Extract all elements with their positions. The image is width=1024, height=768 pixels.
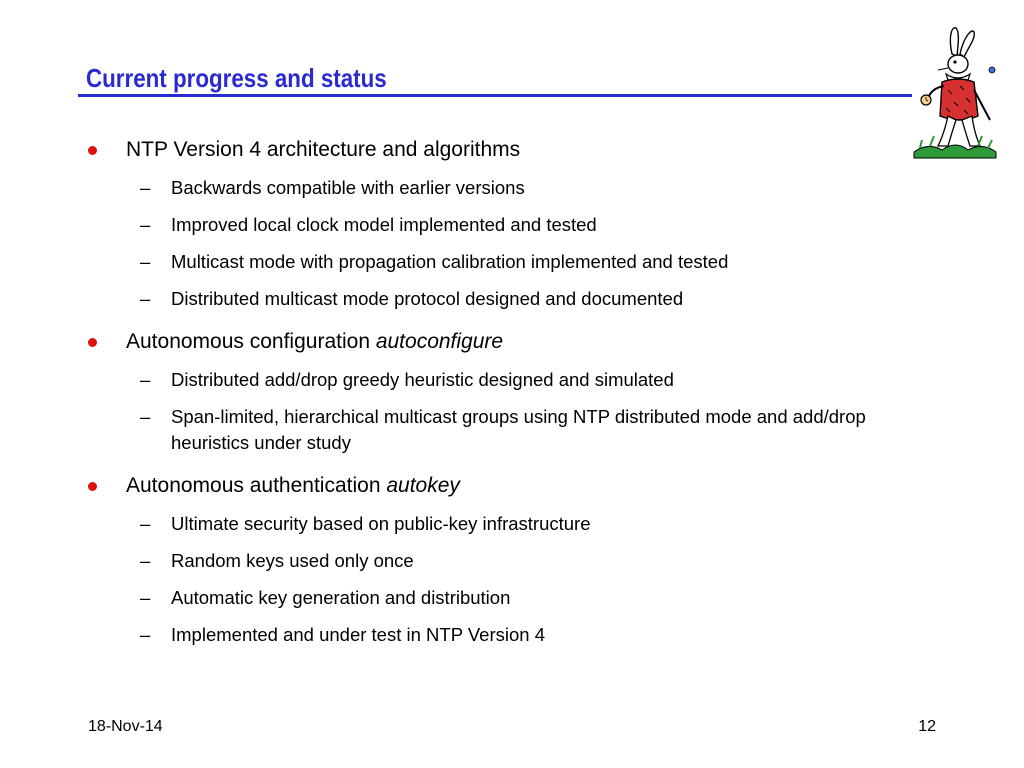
bullet-dot xyxy=(88,482,97,491)
footer-page-number: 12 xyxy=(918,718,936,735)
subitem: – Automatic key generation and distribution xyxy=(140,587,511,608)
subitem: – Distributed multicast mode protocol designed and documented xyxy=(140,288,684,309)
bullet-text: Autonomous configuration xyxy=(126,330,376,353)
bullet-autonomous-authentication xyxy=(88,472,948,500)
subitem: – Distributed add/drop greedy heuristic designed and simulated xyxy=(140,369,674,390)
bullet-dot xyxy=(88,338,97,347)
title-underline xyxy=(78,94,912,97)
subitem-list xyxy=(88,367,948,456)
slide-content xyxy=(88,136,948,648)
subitem: – Improved local clock model implemented and tested xyxy=(140,214,597,235)
bullet-ntp-version-4 xyxy=(88,136,948,164)
subitem: – Backwards compatible with earlier versions xyxy=(140,177,525,198)
subitem: – Implemented and under test in NTP Version 4 xyxy=(140,624,545,645)
bullet-autonomous-configuration xyxy=(88,328,948,356)
subitem-list xyxy=(88,175,948,312)
bullet-text: NTP Version 4 architecture and algorithms xyxy=(126,138,521,161)
bullet-emphasis: autoconfigure xyxy=(375,330,504,353)
subitem: – Span-limited, hierarchical multicast groups using NTP distributed mode and add/drop heuristics under study xyxy=(140,406,866,453)
subitem-list xyxy=(88,511,948,648)
slide-title: Current progress and status xyxy=(86,63,387,93)
subitem: – Random keys used only once xyxy=(140,550,414,571)
subitem: – Multicast mode with propagation calibration implemented and tested xyxy=(140,251,729,272)
subitem: – Ultimate security based on public-key infrastructure xyxy=(140,513,591,534)
bullet-dot xyxy=(88,146,97,155)
footer-date: 18-Nov-14 xyxy=(88,718,163,735)
bullet-emphasis: autokey xyxy=(386,474,460,497)
bullet-text: Autonomous authentication xyxy=(126,474,387,497)
